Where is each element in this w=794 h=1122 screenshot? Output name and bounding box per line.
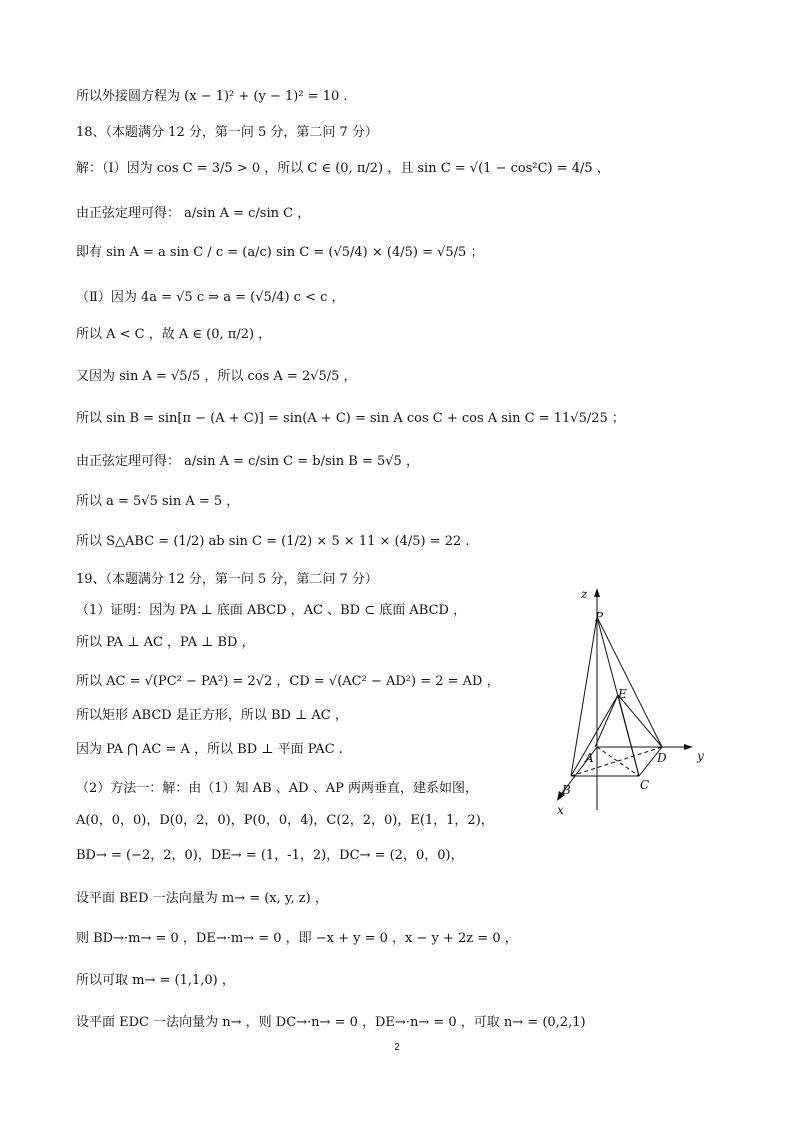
label-E: E (618, 687, 627, 701)
z-axis-arrow (594, 588, 600, 597)
label-z: z (581, 587, 588, 601)
text-line-25: 设平面 EDC 一法向量为 n→ ，则 DC→·n→ = 0 ，DE→·n→ = 0 ，可取 n→ = (0,2,1) (76, 1015, 586, 1030)
text-line-4: 由正弦定理可得： a/sin A = c/sin C ， (76, 206, 311, 221)
label-x: x (557, 803, 564, 815)
text-line-24: 所以可取 m→ = (1,1,0) ， (76, 973, 235, 988)
label-C: C (640, 778, 650, 792)
text-line-21: BD→ = (−2，2，0)，DE→ = (1，-1，2)，DC→ = (2，0，0)， (76, 848, 464, 863)
text-line-17: 所以矩形 ABCD 是正方形，所以 BD ⊥ AC ， (76, 708, 348, 723)
text-line-1: 所以外接圆方程为 (x − 1)² + (y − 1)² = 10 . (76, 89, 348, 104)
edge-PD (597, 617, 662, 747)
y-axis-arrow (684, 744, 693, 750)
text-line-19: （2）方法一：解：由（1）知 AB 、AD 、AP 两两垂直，建系如图， (76, 781, 478, 796)
text-line-13: 19、（本题满分 12 分，第一问 5 分，第二问 7 分） (76, 572, 378, 587)
label-D: D (657, 751, 667, 765)
text-line-3: 解：（Ⅰ）因为 cos C = 3/5 > 0 ，所以 C ∈ (0, π/2) ，且 sin C = √(1 − cos²C) = 4/5 ， (76, 161, 610, 176)
text-line-11: 所以 a = 5√5 sin A = 5 ， (76, 494, 240, 509)
text-line-7: 所以 A < C ，故 A ∈ (0, π/2) ， (76, 327, 272, 342)
label-P: P (595, 610, 604, 624)
text-line-22: 设平面 BED 一法向量为 m→ = (x, y, z) ， (76, 891, 328, 906)
text-line-14: （1）证明：因为 PA ⊥ 底面 ABCD ，AC 、BD ⊂ 底面 ABCD ， (76, 603, 467, 618)
page-number: 2 (394, 1042, 400, 1053)
text-line-12: 所以 S△ABC = (1/2) ab sin C = (1/2) × 5 × 11 × (4/5) = 22 . (76, 534, 470, 549)
text-line-8: 又因为 sin A = √5/5 ，所以 cos A = 2√5/5 ， (76, 369, 357, 384)
text-line-15: 所以 PA ⊥ AC ，PA ⊥ BD ， (76, 635, 255, 650)
label-B: B (562, 783, 571, 797)
text-line-2: 18、（本题满分 12 分，第一问 5 分，第二问 7 分） (76, 125, 378, 140)
edge-EA (595, 695, 618, 747)
text-line-6: （Ⅱ）因为 4a = √5 c ⇒ a = (√5/4) c < c ， (76, 290, 345, 305)
text-line-20: A(0，0，0)，D(0，2，0)，P(0，0，4)，C(2，2，0)，E(1，1，2)， (76, 813, 494, 828)
text-line-18: 因为 PA ⋂ AC = A ，所以 BD ⊥ 平面 PAC . (76, 742, 343, 757)
text-line-23: 则 BD→·m→ = 0 ，DE→·m→ = 0 ，即 −x + y = 0 ，x − y + 2z = 0 ， (76, 931, 518, 946)
text-line-5: 即有 sin A = a sin C / c = (a/c) sin C = (√5/4) × (4/5) = √5/5 ； (76, 245, 484, 260)
pyramid-figure (545, 585, 705, 815)
label-y: y (697, 749, 704, 763)
label-A: A (585, 751, 594, 765)
text-line-9: 所以 sin B = sin[π − (A + C)] = sin(A + C) = sin A cos C + cos A sin C = 11√5/25 ； (76, 411, 625, 426)
text-line-16: 所以 AC = √(PC² − PA²) = 2√2 ，CD = √(AC² − AD²) = 2 = AD ， (76, 674, 500, 689)
text-line-10: 由正弦定理可得： a/sin A = c/sin C = b/sin B = 5√5 ， (76, 454, 419, 469)
